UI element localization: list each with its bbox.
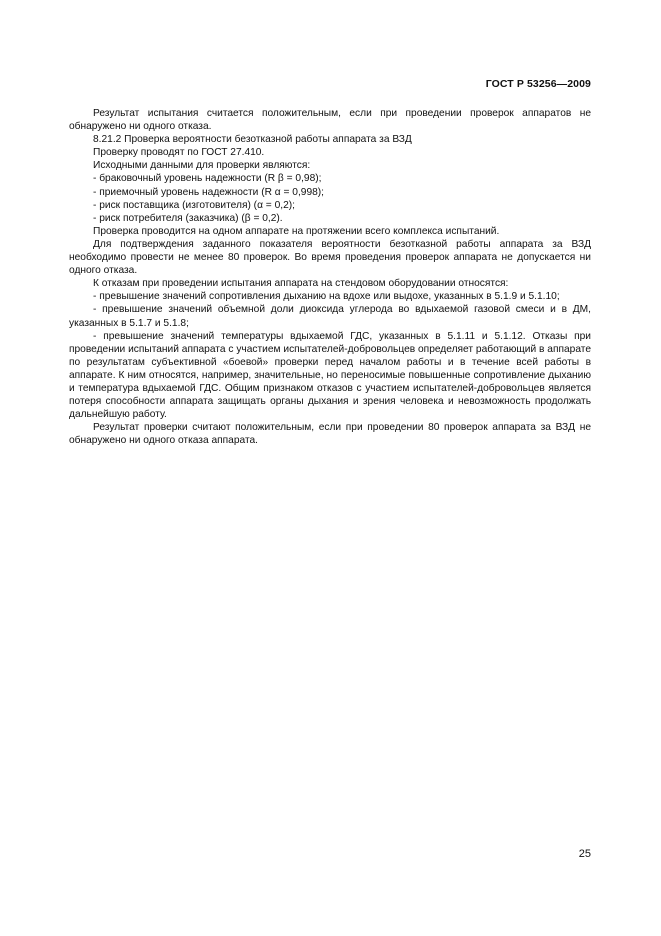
list-item-consumer-risk: - риск потребителя (заказчика) (β = 0,2). bbox=[93, 212, 283, 224]
list-item-co2: - превышение значений объемной доли диоксида углерода во вдыхаемой газовой смеси и в ДМ, указанных в 5.1.7 и 5.1.8; bbox=[69, 304, 591, 329]
document-header: ГОСТ Р 53256—2009 bbox=[485, 78, 591, 90]
list-item-accept-level: - приемочный уровень надежности (R α = 0,998); bbox=[93, 186, 324, 198]
page-number: 25 bbox=[578, 848, 591, 860]
list-item-temperature: - превышение значений температуры вдыхаемой ГДС, указанных в 5.1.11 и 5.1.12. Отказы при проведении испытаний аппарата с участием испытателей-добровольцев определяет работающий в аппарате по результатам субъективной «боевой» проверки перед началом работы и в течение всей работы в аппарате. К ним относятся, например, значительные, но переносимые повышенные сопротивление дыханию и температура вдыхаемой ГДС. Общим признаком отказов с участием испытателей-добровольцев является потеря способности аппарата защищать органы дыхания и зрения человека и невозможность продолжать дальнейшую работу. bbox=[69, 330, 591, 421]
section-heading-8-21-2: 8.21.2 Проверка вероятности безотказной работы аппарата за ВЗД bbox=[93, 134, 412, 146]
paragraph-failures-intro: К отказам при проведении испытания аппарата на стендовом оборудовании относятся: bbox=[93, 278, 509, 290]
paragraph-final-result: Результат проверки считают положительным, если при проведении 80 проверок аппарата за ВЗД не обнаружено ни одного отказа аппарата. bbox=[69, 422, 591, 447]
paragraph-method: Проверку проводят по ГОСТ 27.410. bbox=[93, 147, 265, 159]
page-body bbox=[69, 107, 591, 447]
paragraph-single-apparatus: Проверка проводится на одном аппарате на протяжении всего комплекса испытаний. bbox=[93, 225, 500, 237]
paragraph-confirmation: Для подтверждения заданного показателя вероятности безотказной работы аппарата за ВЗД необходимо провести не менее 80 проверок. Во время проведения проверок аппарата не допускается ни одного отказа. bbox=[69, 238, 591, 277]
list-item-supplier-risk: - риск поставщика (изготовителя) (α = 0,2); bbox=[93, 199, 295, 211]
list-item-reject-level: - браковочный уровень надежности (R β = 0,98); bbox=[93, 173, 322, 185]
paragraph-result: Результат испытания считается положительным, если при проведении проверок аппаратов не обнаружено ни одного отказа. bbox=[69, 108, 591, 133]
list-item-resistance: - превышение значений сопротивления дыханию на вдохе или выдохе, указанных в 5.1.9 и 5.1.10; bbox=[93, 291, 560, 303]
paragraph-initial-data: Исходными данными для проверки являются: bbox=[93, 160, 311, 172]
